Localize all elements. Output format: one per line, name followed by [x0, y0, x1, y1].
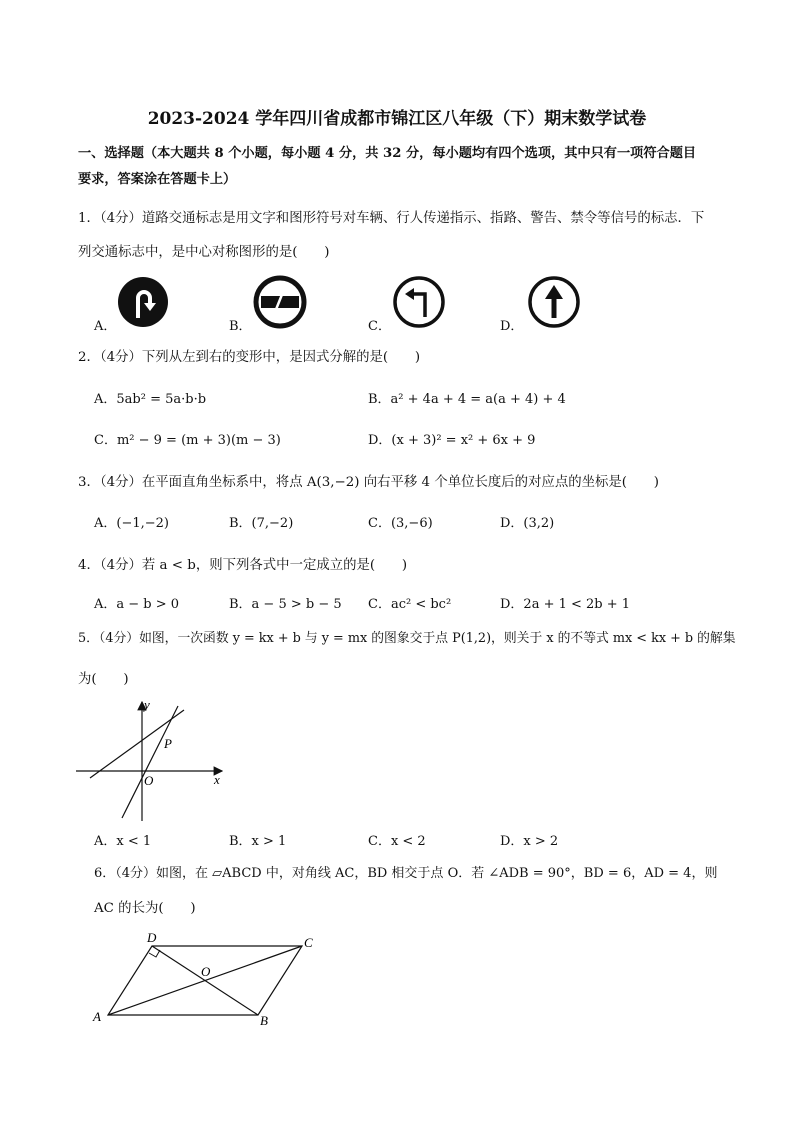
vertex-c-label: C	[304, 935, 313, 950]
q4-option-b[interactable]: B．a − 5 > b − 5	[229, 597, 342, 612]
right-angle-mark	[149, 950, 160, 957]
q3-option-b[interactable]: B．(7,−2)	[229, 516, 294, 531]
question-6-line2: AC 的长为( )	[94, 901, 196, 916]
straight-ahead-sign-icon	[527, 275, 581, 329]
q1-option-d[interactable]: D．	[500, 319, 524, 334]
center-o-label: O	[201, 964, 211, 979]
q3-option-d[interactable]: D．(3,2)	[500, 516, 555, 531]
section-header-line2: 要求，答案涂在答题卡上）	[78, 172, 237, 187]
turn-left-sign-icon	[392, 275, 446, 329]
q1-option-b[interactable]: B．	[229, 319, 252, 334]
question-6-line1: 6．（4分）如图，在 ▱ABCD 中，对角线 AC，BD 相交于点 O．若 ∠ADB = 90°，BD = 6，AD = 4，则	[94, 866, 718, 881]
page-title: 2023-2024 学年四川省成都市锦江区八年级（下）期末数学试卷	[147, 109, 647, 129]
q2-option-c[interactable]: C．m² − 9 = (m + 3)(m − 3)	[94, 433, 281, 448]
vertex-b-label: B	[260, 1013, 268, 1028]
q6-parallelogram-figure	[88, 928, 328, 1030]
q4-option-d[interactable]: D．2a + 1 < 2b + 1	[500, 597, 631, 612]
q1-option-c[interactable]: C．	[368, 319, 391, 334]
section-header-line1: 一、选择题（本大题共 8 个小题，每小题 4 分，共 32 分，每小题均有四个选项，其中只有一项符合题目	[78, 146, 697, 161]
q4-option-a[interactable]: A．a − b > 0	[94, 597, 180, 612]
q3-option-a[interactable]: A．(−1,−2)	[94, 516, 169, 531]
line-mx	[122, 706, 178, 818]
q5-option-a[interactable]: A．x < 1	[94, 834, 152, 849]
q2-option-d[interactable]: D．(x + 3)² = x² + 6x + 9	[368, 433, 536, 448]
question-5-line2: 为( )	[78, 672, 129, 687]
q5-option-c[interactable]: C．x < 2	[368, 834, 426, 849]
vertex-d-label: D	[147, 930, 157, 945]
question-1-line1: 1．（4分）道路交通标志是用文字和图形符号对车辆、行人传递指示、指路、警告、禁令等信号的标志．下	[78, 211, 705, 226]
x-axis-label: x	[214, 772, 220, 787]
q5-option-d[interactable]: D．x > 2	[500, 834, 559, 849]
y-axis-label: y	[144, 697, 150, 712]
point-p-label: P	[164, 736, 172, 751]
question-3-line1: 3．（4分）在平面直角坐标系中，将点 A(3,−2) 向右平移 4 个单位长度后的对应点的坐标是( )	[78, 475, 660, 490]
u-turn-sign-icon	[117, 276, 169, 328]
q1-option-a[interactable]: A．	[94, 319, 117, 334]
q5-function-graph	[72, 696, 232, 826]
q2-option-b[interactable]: B．a² + 4a + 4 = a(a + 4) + 4	[368, 392, 566, 407]
question-4-line1: 4．（4分）若 a < b，则下列各式中一定成立的是( )	[78, 558, 408, 573]
diagonal-bd	[152, 946, 258, 1015]
question-5-line1: 5．（4分）如图，一次函数 y = kx + b 与 y = mx 的图象交于点 P(1,2)，则关于 x 的不等式 mx < kx + b 的解集	[78, 631, 736, 646]
no-overtaking-sign-icon	[253, 275, 307, 329]
origin-label: O	[144, 773, 154, 788]
q3-option-c[interactable]: C．(3,−6)	[368, 516, 433, 531]
vertex-a-label: A	[93, 1009, 101, 1024]
question-1-line2: 列交通标志中，是中心对称图形的是( )	[78, 245, 330, 260]
q5-option-b[interactable]: B．x > 1	[229, 834, 287, 849]
q4-option-c[interactable]: C．ac² < bc²	[368, 597, 452, 612]
question-2-line1: 2．（4分）下列从左到右的变形中，是因式分解的是( )	[78, 350, 421, 365]
q2-option-a[interactable]: A．5ab² = 5a·b·b	[94, 392, 207, 407]
